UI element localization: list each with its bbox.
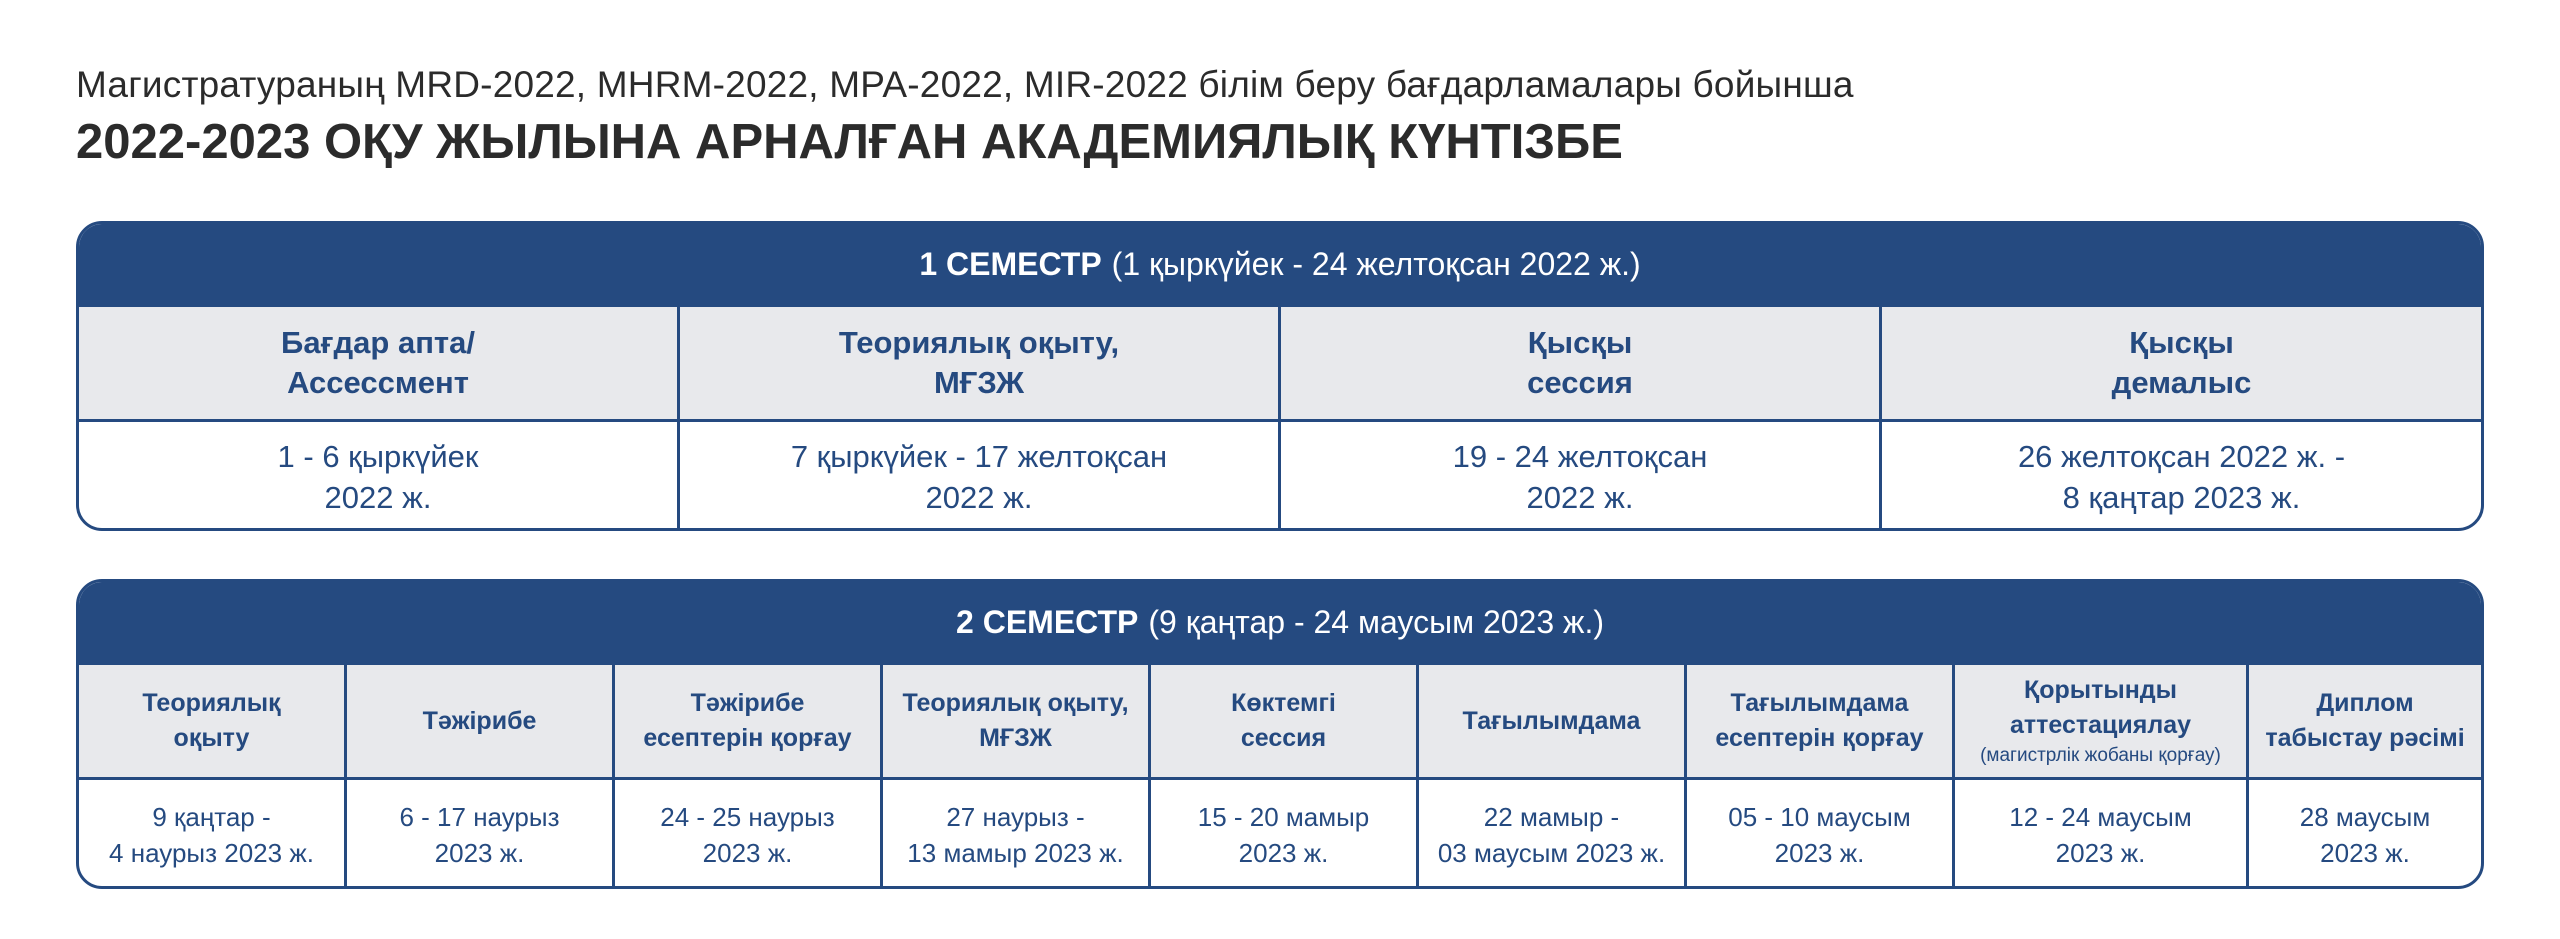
semester-2-range: (9 қаңтар - 24 маусым 2023 ж.) <box>1148 603 1604 640</box>
s2-date-line2: 2023 ж. <box>434 837 525 868</box>
s1-date-line2: 8 қаңтар 2023 ж. <box>2062 479 2301 515</box>
s1-col-title-line2: Ассессмент <box>287 365 469 400</box>
s2-date-line2: 2023 ж. <box>1238 837 1329 868</box>
semester-2-header <box>79 582 2481 665</box>
s2-col-title-line2: МҒЗЖ <box>979 724 1052 752</box>
s2-col-title <box>615 665 883 777</box>
s2-date-line1: 22 мамыр - <box>1483 801 1620 832</box>
s2-col-title-line1: Тағылымдама <box>1462 706 1641 735</box>
s2-col-note: (магистрлік жобаны қорғау) <box>1980 745 2221 766</box>
s2-col-title-line1: Тағылымдама <box>1730 689 1909 717</box>
s1-date-cell <box>1281 422 1882 531</box>
s2-col-title <box>347 665 615 777</box>
s2-date-cell <box>615 780 883 889</box>
s2-date-cell <box>883 780 1151 889</box>
s2-date-line1: 24 - 25 наурыз <box>660 801 835 832</box>
s2-col-title <box>1955 665 2249 777</box>
s2-date-line1: 12 - 24 маусым <box>2009 801 2192 832</box>
s2-col-title <box>2249 665 2481 777</box>
s2-col-title-line1: Қорытынды <box>2023 676 2178 704</box>
s1-date-line1: 1 - 6 қыркүйек <box>277 438 479 474</box>
s2-col-title <box>79 665 347 777</box>
s2-col-title-line2: сессия <box>1240 724 1327 752</box>
s2-date-line2: 2023 ж. <box>1774 837 1865 868</box>
s2-date-line2: 2023 ж. <box>2055 837 2146 868</box>
s2-col-title <box>883 665 1151 777</box>
s2-col-title-line1: Теориялық оқыту, <box>902 689 1129 717</box>
s2-date-cell <box>1687 780 1955 889</box>
semester-1-label: 1 СЕМЕСТР <box>919 245 1102 282</box>
semester-1-table <box>76 221 2484 531</box>
s2-date-cell <box>1151 780 1419 889</box>
s2-date-cell <box>2249 780 2481 889</box>
s1-col-title <box>680 307 1281 419</box>
s2-col-title-line1: Тәжірибе <box>690 689 805 717</box>
s2-date-line1: 05 - 10 маусым <box>1728 801 1911 832</box>
s2-date-line2: 4 наурыз 2023 ж. <box>109 837 314 868</box>
s1-date-cell <box>79 422 680 531</box>
s2-col-title-line2: аттестациялау <box>2009 711 2192 739</box>
s1-col-title-line2: МҒЗЖ <box>933 365 1025 400</box>
s2-col-title-line1: Теориялық <box>142 689 281 717</box>
page-title: 2022-2023 ОҚУ ЖЫЛЫНА АРНАЛҒАН АКАДЕМИЯЛЫҚ КҮНТІЗБЕ <box>76 115 1623 169</box>
s2-col-title-line1: Диплом <box>2316 689 2414 717</box>
s2-date-line1: 28 маусым <box>2299 801 2431 832</box>
s1-col-title-line1: Қысқы <box>1527 325 1633 360</box>
s2-date-cell <box>79 780 347 889</box>
s2-col-title-line2: есептерін қорғау <box>643 724 852 752</box>
s2-col-title-line1: Көктемгі <box>1231 689 1336 717</box>
s2-date-cell <box>1419 780 1687 889</box>
s1-date-cell <box>1882 422 2481 531</box>
s2-date-line2: 2023 ж. <box>702 837 793 868</box>
semester-2-table <box>76 579 2484 889</box>
s1-date-line1: 7 қыркүйек - 17 желтоқсан <box>790 438 1168 474</box>
s1-col-title-line1: Қысқы <box>2129 325 2234 360</box>
semester-2-label: 2 СЕМЕСТР <box>956 603 1139 640</box>
s1-date-line1: 26 желтоқсан 2022 ж. - <box>2017 438 2346 474</box>
s2-col-title <box>1151 665 1419 777</box>
s2-col-title-line2: оқыту <box>173 724 250 752</box>
s2-col-title <box>1419 665 1687 777</box>
s2-date-line1: 15 - 20 мамыр <box>1197 801 1370 832</box>
s1-col-title-line1: Бағдар апта/ <box>281 325 475 360</box>
s1-col-title <box>1281 307 1882 419</box>
s2-date-cell <box>1955 780 2249 889</box>
s2-date-line1: 27 наурыз - <box>946 801 1085 832</box>
s1-col-title <box>79 307 680 419</box>
s1-date-line2: 2022 ж. <box>925 479 1033 515</box>
s1-date-line2: 2022 ж. <box>324 479 432 515</box>
s1-date-cell <box>680 422 1281 531</box>
s2-date-line2: 2023 ж. <box>2320 837 2410 868</box>
s2-col-title <box>1687 665 1955 777</box>
semester-1-header-row <box>79 307 2481 422</box>
semester-2-header-row <box>79 665 2481 780</box>
s2-col-title-line1: Тәжірибе <box>422 706 537 735</box>
s2-date-line2: 03 маусым 2023 ж. <box>1437 837 1666 868</box>
page-subtitle: Магистратураның MRD-2022, MHRM-2022, MPA-2022, MIR-2022 білім беру бағдарламалары бойынша <box>76 64 1854 105</box>
s1-date-line1: 19 - 24 желтоқсан <box>1452 438 1708 474</box>
semester-2-dates-row <box>79 780 2481 889</box>
s1-col-title-line2: сессия <box>1527 365 1633 400</box>
s2-col-title-line2: табыстау рәсімі <box>2265 724 2465 752</box>
s2-date-line1: 9 қаңтар - <box>152 801 271 832</box>
s1-col-title <box>1882 307 2481 419</box>
semester-1-dates-row <box>79 422 2481 531</box>
s1-date-line2: 2022 ж. <box>1526 479 1634 515</box>
s2-col-title-line2: есептерін қорғау <box>1715 724 1924 752</box>
s2-date-line1: 6 - 17 наурыз <box>399 801 560 832</box>
semester-1-header <box>79 224 2481 307</box>
semester-1-range: (1 қыркүйек - 24 желтоқсан 2022 ж.) <box>1111 245 1641 282</box>
s1-col-title-line1: Теориялық оқыту, <box>838 325 1120 360</box>
s2-date-line2: 13 мамыр 2023 ж. <box>907 837 1124 868</box>
s1-col-title-line2: демалыс <box>2111 365 2252 400</box>
s2-date-cell <box>347 780 615 889</box>
